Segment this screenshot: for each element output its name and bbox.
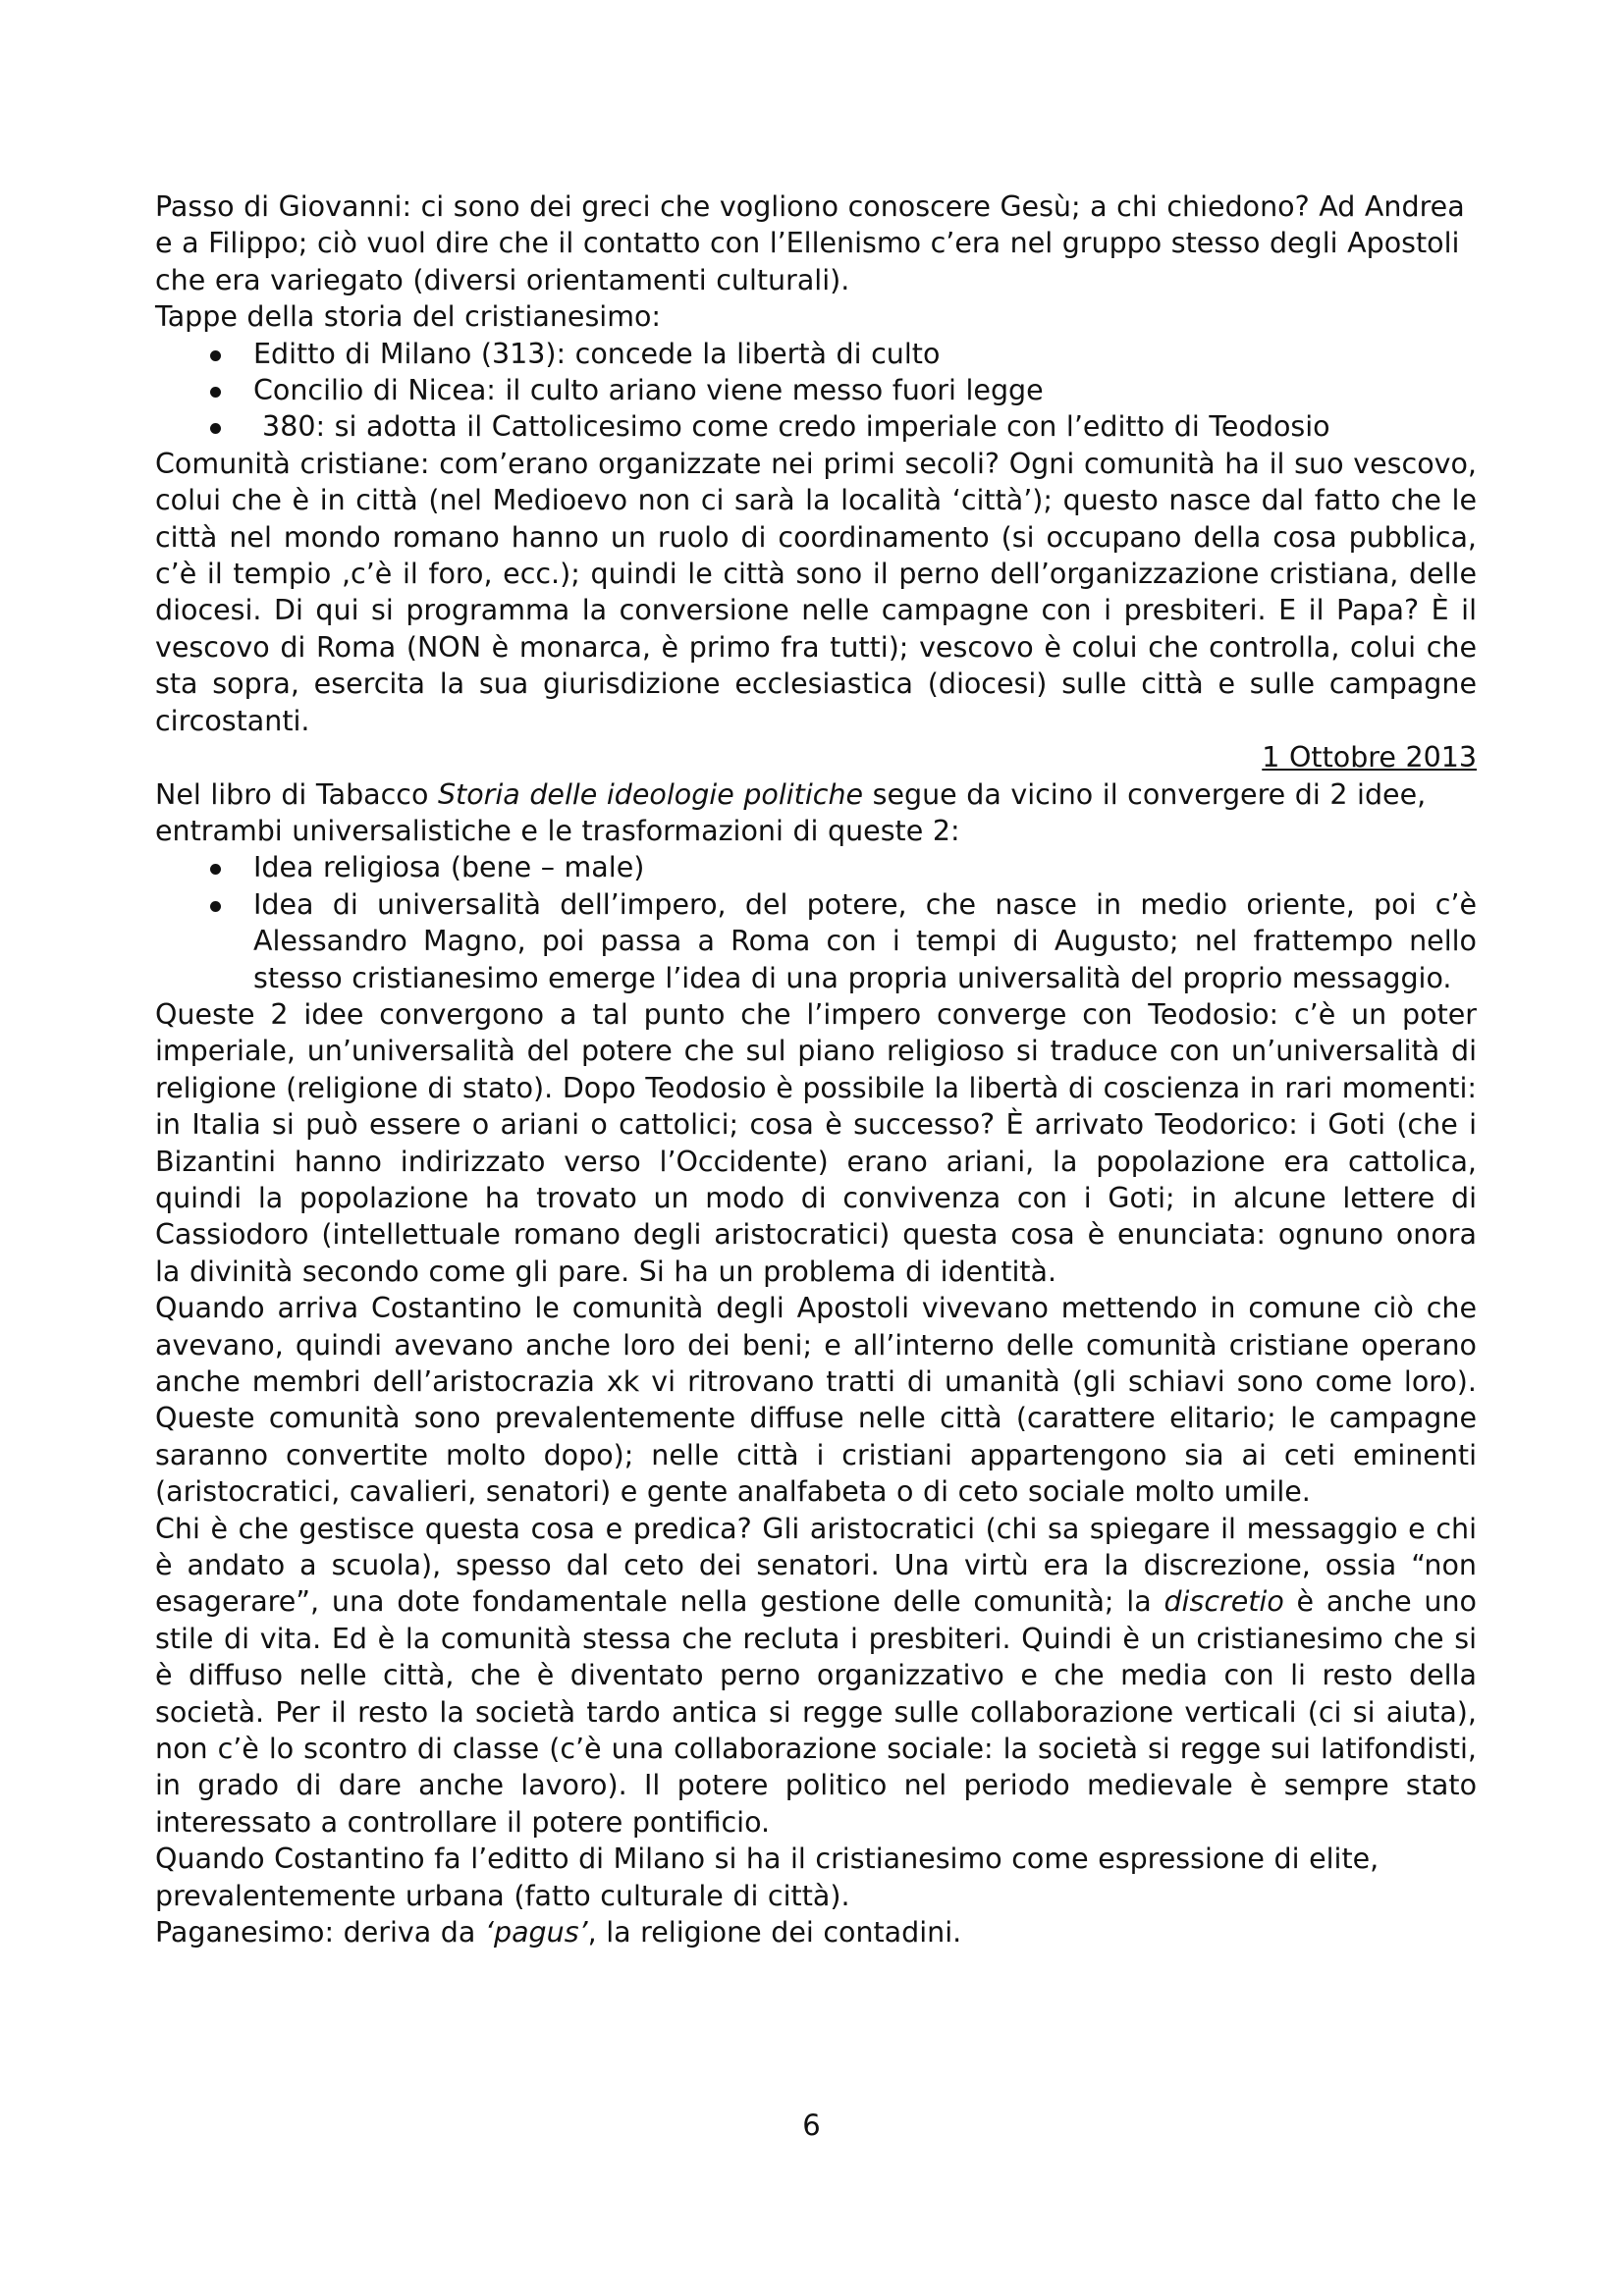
page-number: 6 [802,2109,821,2142]
bullet-icon [210,864,221,875]
tappe-list [155,336,1477,446]
list-item: Idea di universalità dell’impero, del potere, che nasce in medio oriente, poi c’è Alessandro Magno, poi passa a Roma con i tempi di Augusto; nel frattempo nello stesso cristianesimo emerge l’idea di una propria universalità del proprio messaggio. [155,886,1477,996]
list-item: Idea religiosa (bene – male) [155,849,1477,885]
paragraph-passo-giovanni: Passo di Giovanni: ci sono dei greci che vogliono conoscere Gesù; a chi chiedono? Ad Andrea e a Filippo; ciò vuol dire che il contatto con l’Ellenismo c’era nel gruppo stesso degli Apostoli che era variegato (diversi orientamenti culturali). [155,190,1465,296]
list-item: Concilio di Nicea: il culto ariano viene messo fuori legge [155,372,1477,408]
bullet-icon [210,350,221,361]
paragraph-teodosio: Queste 2 idee convergono a tal punto che l’impero converge con Teodosio: c’è un poter imperiale, un’universalità del potere che sul piano religioso si traduce con un’universalità di religione (religione di stato). Dopo Teodosio è possibile la libertà di coscienza in rari momenti: in Italia si può essere o ariani o cattolici; cosa è successo? È arrivato Teodorico: i Goti (che i Bizantini hanno indirizzato verso l’Occidente) erano ariani, la popolazione era cattolica, quindi la popolazione ha trovato un modo di convivenza con i Goti; in alcune lettere di Cassiodoro (intellettuale romano degli aristocratici) questa cosa è enunciata: ognuno onora la divinità secondo come gli pare. Si ha un problema di identità. [155,997,1477,1288]
list-item: 380: si adotta il Cattolicesimo come credo imperiale con l’editto di Teodosio [155,408,1477,445]
bullet-icon [210,901,221,912]
section-date: 1 Ottobre 2013 [1262,741,1477,774]
paragraph-costantino: Quando arriva Costantino le comunità degli Apostoli vivevano mettendo in comune ciò che avevano, quindi avevano anche loro dei beni; e all’interno delle comunità cristiane operano anche membri dell’aristocrazia xk vi ritrovano tratti di umanità (gli schiavi sono come loro). Queste comunità sono prevalentemente diffuse nelle città (carattere elitario; le campagne saranno convertite molto dopo); nelle città i cristiani appartengono sia ai ceti eminenti (aristocratici, cavalieri, senatori) e gente analfabeta o di ceto sociale molto umile. [155,1292,1477,1509]
page-content [155,188,1477,1951]
paragraph-gestione: Chi è che gestisce questa cosa e predica? Gli aristocratici (chi sa spiegare il messaggio e chi è andato a scuola), spesso dal ceto dei senatori. Una virtù era la discrezione, ossia “non esagerare”, una dote fondamentale nella gestione delle comunità; la discretio è anche uno stile di vita. Ed è la comunità stessa che recluta i presbiteri. Quindi è un cristianesimo che si è diffuso nelle città, che è diventato perno organizzativo e che media con li resto della società. Per il resto la società tardo antica si regge sulle collaborazione verticali (ci si aiuta), non c’è lo scontro di classe (c’è una collaborazione sociale: la società si regge sui latifondisti, in grado di dare anche lavoro). Il potere politico nel periodo medievale è sempre stato interessato a controllare il potere pontificio. [155,1512,1477,1839]
term-pagus: ‘pagus’ [484,1916,588,1949]
term-discretio: discretio [1163,1585,1284,1619]
book-title: Storia delle ideologie politiche [437,777,864,811]
list-item: Editto di Milano (313): concede la libertà di culto [155,336,1477,372]
bullet-icon [210,387,221,398]
paragraph-comunita: Comunità cristiane: com’erano organizzate nei primi secoli? Ogni comunità ha il suo vescovo, colui che è in città (nel Medioevo non ci sarà la località ‘città’); questo nasce dal fatto che le città nel mondo romano hanno un ruolo di coordinamento (si occupano della cosa pubblica, c’è il tempio ,c’è il foro, ecc.); quindi le città sono il perno dell’organizzazione cristiana, delle diocesi. Di qui si programma la conversione nelle campagne con i presbiteri. E il Papa? È il vescovo di Roma (NON è monarca, è primo fra tutti); vescovo è colui che controlla, colui che sta sopra, esercita la sua giurisdizione ecclesiastica (diocesi) sulle città e sulle campagne circostanti. [155,447,1477,737]
idee-list [155,849,1477,996]
tappe-heading: Tappe della storia del cristianesimo: [155,300,662,334]
paragraph-editto: Quando Costantino fa l’editto di Milano si ha il cristianesimo come espressione di elite, prevalentemente urbana (fatto culturale di città). [155,1842,1380,1912]
paragraph-paganesimo: Paganesimo: deriva da ‘pagus’, la religione dei contadini. [155,1916,962,1949]
paragraph-tabacco: Nel libro di Tabacco Storia delle ideologie politiche segue da vicino il convergere di 2 idee, entrambi universalistiche e le trasformazioni di queste 2: [155,777,1427,847]
bullet-icon [210,423,221,434]
